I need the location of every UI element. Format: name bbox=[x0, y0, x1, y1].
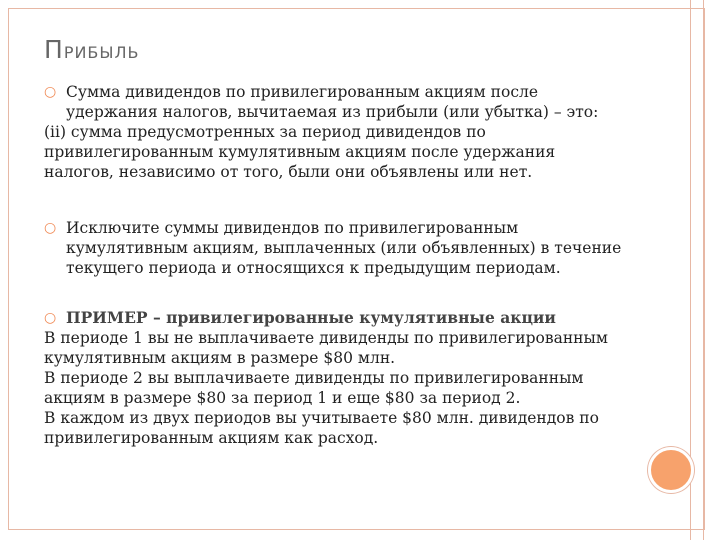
slide-title bbox=[44, 36, 140, 67]
ring-bullet-icon: ○ bbox=[44, 310, 57, 326]
example-heading: ПРИМЕР – привилегированные кумулятивные акции bbox=[66, 308, 556, 327]
orange-circle-decoration bbox=[648, 447, 694, 493]
title-rest: РИБЫЛЬ bbox=[63, 43, 140, 62]
bullet-item-2 bbox=[44, 218, 624, 278]
ring-bullet-icon: ○ bbox=[44, 84, 57, 100]
paragraph-1: (ii) сумма предусмотренных за период дивидендов по привилегированным кумулятивным акциям после удержания налогов, независимо от того, были они объявлены или нет. bbox=[44, 123, 556, 181]
paragraph-4: В каждом из двух периодов вы учитываете $80 млн. дивидендов по привилегированным акциям как расход. bbox=[44, 409, 599, 447]
slide-content bbox=[44, 82, 624, 448]
paragraph-2: В периоде 1 вы не выплачиваете дивиденды по привилегированным кумулятивным акциям в размере $80 млн. bbox=[44, 329, 608, 367]
right-edge-decoration bbox=[690, 0, 704, 540]
bullet-item-3 bbox=[44, 308, 624, 328]
bullet-item-1 bbox=[44, 82, 624, 122]
bullet-text-2: Исключите суммы дивидендов по привилегированным кумулятивным акциям, выплаченных (или объявленных) в течение текущего периода и относящихся к предыдущим периодам. bbox=[66, 219, 622, 277]
bullet-text-1: Сумма дивидендов по привилегированным акциям после удержания налогов, вычитаемая из прибыли (или убытка) – это: bbox=[66, 83, 599, 121]
ring-bullet-icon: ○ bbox=[44, 220, 57, 236]
title-first-letter: П bbox=[44, 35, 64, 64]
paragraph-3: В периоде 2 вы выплачиваете дивиденды по привилегированным акциям в размере $80 за период 1 и еще $80 за период 2. bbox=[44, 369, 584, 407]
